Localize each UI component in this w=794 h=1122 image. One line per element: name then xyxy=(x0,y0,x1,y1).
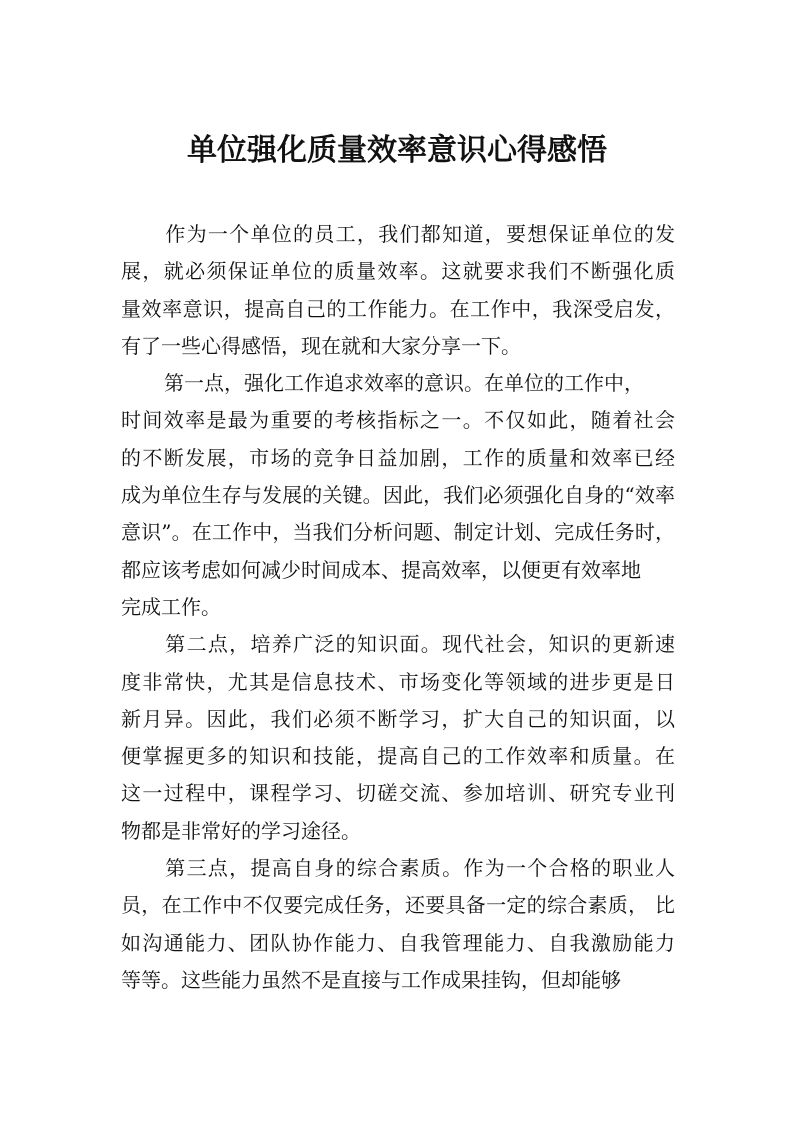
text-line: 的不断发展，市场的竞争日益加剧，工作的质量和效率已经 xyxy=(121,445,675,470)
text-line: 物都是非常好的学习途径。 xyxy=(121,818,361,843)
text-line: 量效率意识，提高自己的工作能力。在工作中，我深受启发， xyxy=(121,296,675,321)
text-line: 作为一个单位的员工，我们都知道，要想保证单位的发 xyxy=(164,222,675,246)
paragraph-point-two xyxy=(121,626,675,850)
text-line: 第二点，培养广泛的知识面。现代社会，知识的更新速 xyxy=(164,632,675,657)
text-line: 有了一些心得感悟，现在就和大家分享一下。 xyxy=(121,333,521,358)
document-title: 单位强化质量效率意识心得感悟 xyxy=(187,133,607,168)
text-line: 度非常快，尤其是信息技术、市场变化等领域的进步更是日 xyxy=(121,669,675,694)
paragraph-point-one xyxy=(121,365,675,626)
text-line: 第一点，强化工作追求效率的意识。在单位的工作中， xyxy=(164,371,644,396)
text-line: 成为单位生存与发展的关键。因此，我们必须强化自身的“效率 xyxy=(121,483,675,508)
text-line: 等等。这些能力虽然不是直接与工作成果挂钩，但却能够 xyxy=(121,967,621,992)
text-line: 时间效率是最为重要的考核指标之一。不仅如此，随着社会 xyxy=(121,408,675,433)
text-line: 员，在工作中不仅要完成任务，还要具备一定的综合素质， 比 xyxy=(121,893,675,918)
text-line: 便掌握更多的知识和技能，提高自己的工作效率和质量。在 xyxy=(121,744,675,769)
text-line: 如沟通能力、团队协作能力、自我管理能力、自我激励能力 xyxy=(121,930,675,955)
text-line: 意识”。在工作中，当我们分析问题、制定计划、完成任务时， xyxy=(121,520,675,545)
paragraph-intro xyxy=(121,216,675,365)
text-line: 展，就必须保证单位的质量效率。这就要求我们不断强化质 xyxy=(121,259,675,284)
text-line: 这一过程中，课程学习、切磋交流、参加培训、研究专业刊 xyxy=(121,781,675,806)
text-line: 都应该考虑如何减少时间成本、提高效率，以便更有效率地 xyxy=(121,557,641,582)
text-line: 第三点，提高自身的综合素质。作为一个合格的职业人 xyxy=(164,856,675,881)
paragraph-point-three xyxy=(121,850,675,999)
document-body xyxy=(121,216,675,999)
text-line: 完成工作。 xyxy=(121,594,221,619)
text-line: 新月异。因此，我们必须不断学习，扩大自己的知识面，以 xyxy=(121,706,675,731)
